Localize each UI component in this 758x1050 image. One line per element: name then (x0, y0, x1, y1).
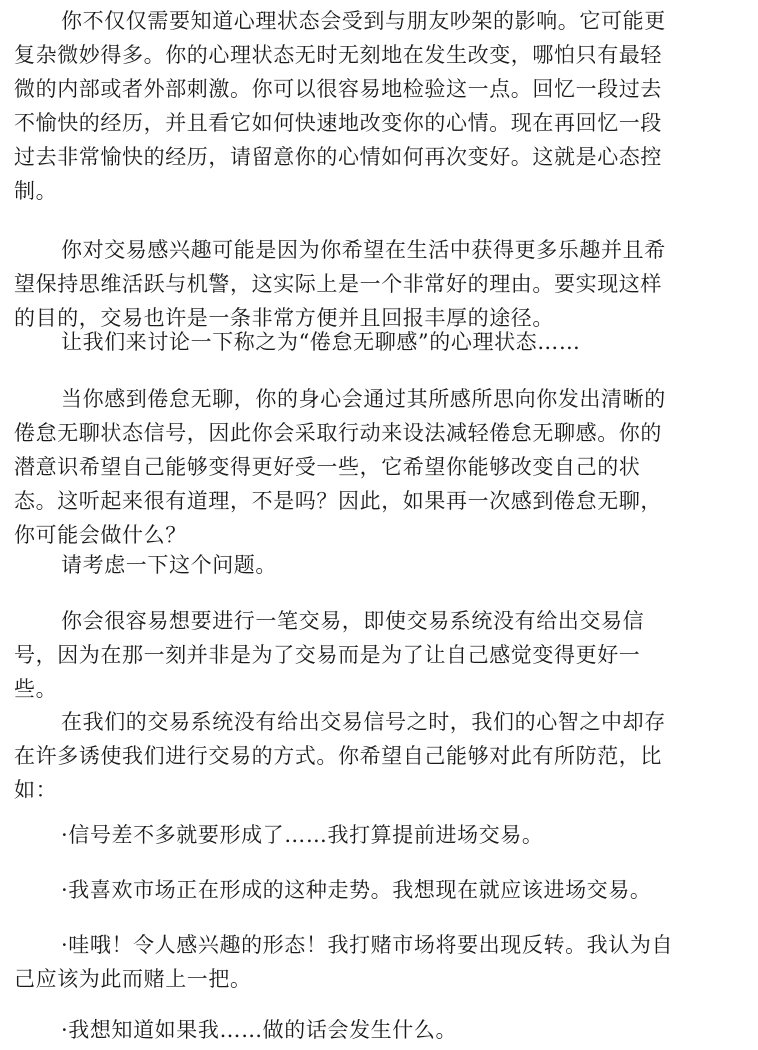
text-line: ·我喜欢市场正在形成的这种走势。我想现在就应该进场交易。 (61, 878, 652, 902)
text-line: 让我们来讨论一下称之为“倦怠无聊感”的心理状态…… (61, 330, 581, 354)
text-line: 潜意识希望自己能够变得更好受一些，它希望你能够改变自己的状 (14, 455, 641, 479)
text-line: ·哇哦！令人感兴趣的形态！我打赌市场将要出现反转。我认为自 (61, 933, 674, 957)
text-line: 微的内部或者外部刺激。你可以很容易地检验这一点。回忆一段过去 (14, 77, 662, 101)
text-line: 在我们的交易系统没有给出交易信号之时，我们的心智之中却存 (61, 710, 666, 734)
text-line: 如： (14, 778, 58, 802)
text-line: 请考虑一下这个问题。 (61, 553, 277, 577)
text-line: 你可能会做什么？ (14, 523, 187, 547)
text-line: 号，因为在那一刻并非是为了交易而是为了让自己感觉变得更好一 (14, 643, 641, 667)
text-line: 不愉快的经历，并且看它如何快速地改变你的心情。现在再回忆一段 (14, 111, 662, 135)
paragraph (0, 548, 758, 582)
text-line: 在许多诱使我们进行交易的方式。你希望自己能够对此有所防范，比 (14, 744, 662, 768)
paragraph (0, 604, 758, 706)
text-line: 你对交易感兴趣可能是因为你希望在生活中获得更多乐趣并且希 (61, 238, 666, 262)
text-line: 你不仅仅需要知道心理状态会受到与朋友吵架的影响。它可能更 (61, 9, 666, 33)
paragraph (0, 382, 758, 552)
text-line: 倦怠无聊状态信号，因此你会采取行动来设法减轻倦怠无聊感。你的 (14, 421, 662, 445)
bullet-item (0, 1013, 758, 1047)
bullet-item (0, 873, 758, 907)
bullet-item (0, 818, 758, 852)
bullet-item (0, 928, 758, 996)
text-line: 态。这听起来很有道理，不是吗？因此，如果再一次感到倦怠无聊， (14, 489, 662, 513)
paragraph (0, 705, 758, 807)
paragraph (0, 233, 758, 335)
text-line: 复杂微妙得多。你的心理状态无时无刻地在发生改变，哪怕只有最轻 (14, 43, 662, 67)
text-line: 的目的，交易也许是一条非常方便并且回报丰厚的途径。 (14, 306, 554, 330)
text-line: 望保持思维活跃与机警，这实际上是一个非常好的理由。要实现这样 (14, 272, 662, 296)
paragraph (0, 4, 758, 208)
text-line: ·信号差不多就要形成了……我打算提前进场交易。 (61, 823, 544, 847)
text-line: 己应该为此而赌上一把。 (14, 967, 252, 991)
paragraph (0, 325, 758, 359)
text-line: 些。 (14, 677, 58, 701)
text-line: 制。 (14, 179, 58, 203)
text-line: 当你感到倦怠无聊，你的身心会通过其所感所思向你发出清晰的 (61, 387, 666, 411)
text-line: 你会很容易想要进行一笔交易，即使交易系统没有给出交易信 (61, 609, 645, 633)
text-line: 过去非常愉快的经历，请留意你的心情如何再次变好。这就是心态控 (14, 145, 662, 169)
text-line: ·我想知道如果我……做的话会发生什么。 (61, 1018, 458, 1042)
